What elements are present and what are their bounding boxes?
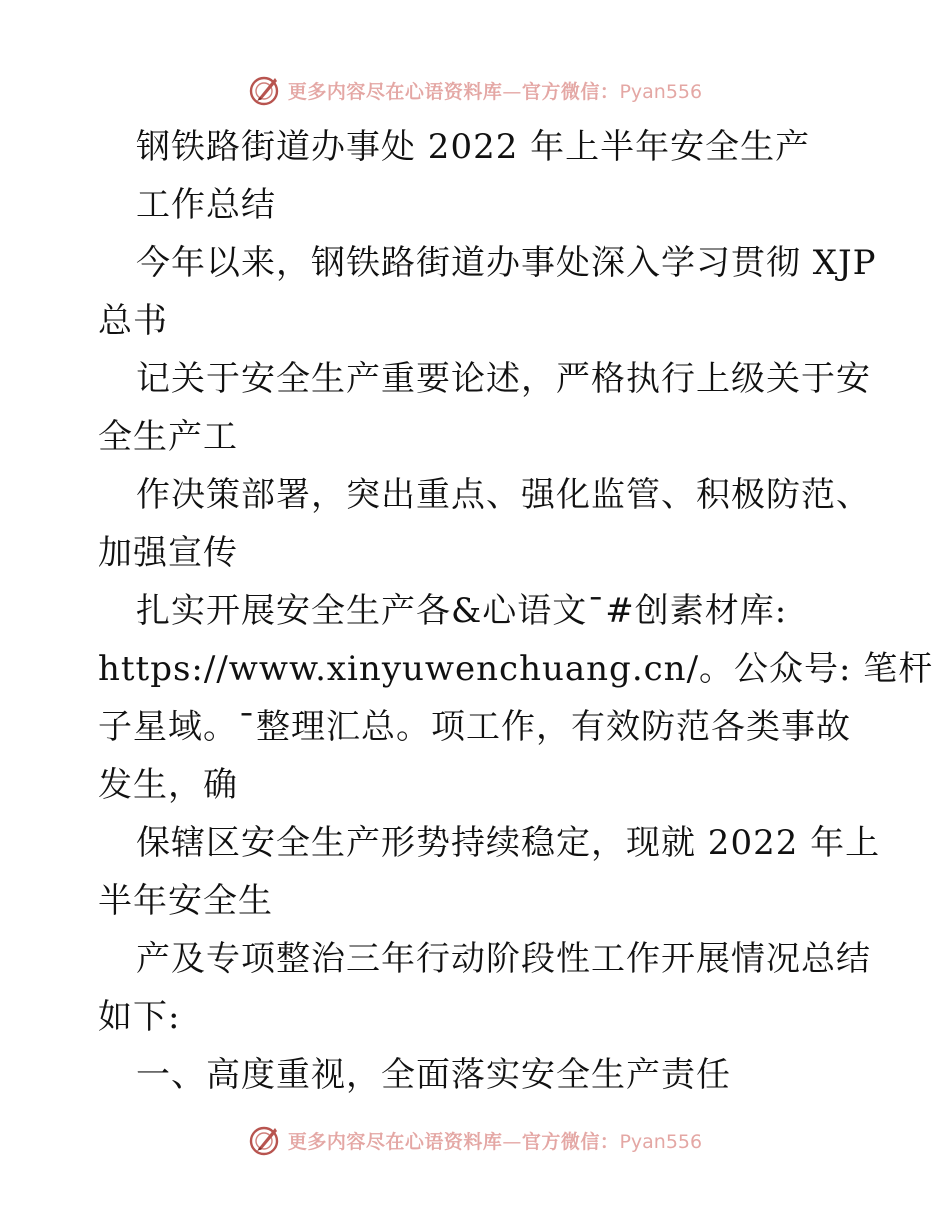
watermark-dash: — [502, 80, 522, 103]
document-body [98, 118, 934, 1104]
doc-paragraph-line: 加强宣传 [98, 533, 238, 573]
doc-section-heading: 一、高度重视，全面落实安全生产责任 [136, 1055, 731, 1095]
watermark-text [288, 77, 702, 104]
footer-watermark [0, 1118, 950, 1162]
watermark-suffix: 官方微信： [521, 80, 620, 103]
quill-pen-logo-icon [248, 1123, 282, 1157]
watermark-prefix: 更多内容尽在心语资料库 [287, 1130, 503, 1153]
watermark-account: Pyan556 [619, 1130, 703, 1153]
watermark-dash: — [502, 1130, 522, 1153]
header-watermark [0, 68, 950, 112]
doc-paragraph-line: 产及专项整治三年行动阶段性工作开展情况总结 [136, 939, 871, 979]
doc-paragraph-line: 全生产工 [98, 417, 238, 457]
doc-paragraph-line: 作决策部署，突出重点、强化监管、积极防范、 [136, 475, 871, 515]
doc-url-line: https://www.xinyuwenchuang.cn/。公众号: 笔杆 [98, 649, 934, 689]
doc-paragraph-line: 子星域。¯整理汇总。项工作，有效防范各类事故 [98, 707, 851, 747]
doc-paragraph-line: 记关于安全生产重要论述，严格执行上级关于安 [136, 359, 871, 399]
doc-title-line-1: 钢铁路街道办事处 2022 年上半年安全生产 [136, 127, 811, 167]
doc-title-line-2: 工作总结 [136, 185, 276, 225]
watermark-text [288, 1127, 702, 1154]
watermark-prefix: 更多内容尽在心语资料库 [287, 80, 503, 103]
doc-paragraph-line: 发生，确 [98, 765, 238, 805]
watermark-suffix: 官方微信： [521, 1130, 620, 1153]
doc-paragraph-line: 今年以来，钢铁路街道办事处深入学习贯彻 XJP [136, 243, 877, 283]
doc-paragraph-line: 总书 [98, 301, 168, 341]
watermark-account: Pyan556 [619, 80, 703, 103]
doc-paragraph-line: 扎实开展安全生产各&心语文¯#创素材库: [136, 591, 788, 631]
doc-paragraph-line: 保辖区安全生产形势持续稳定，现就 2022 年上 [136, 823, 881, 863]
doc-paragraph-line: 如下: [98, 997, 181, 1037]
quill-pen-logo-icon [248, 73, 282, 107]
doc-paragraph-line: 半年安全生 [98, 881, 273, 921]
